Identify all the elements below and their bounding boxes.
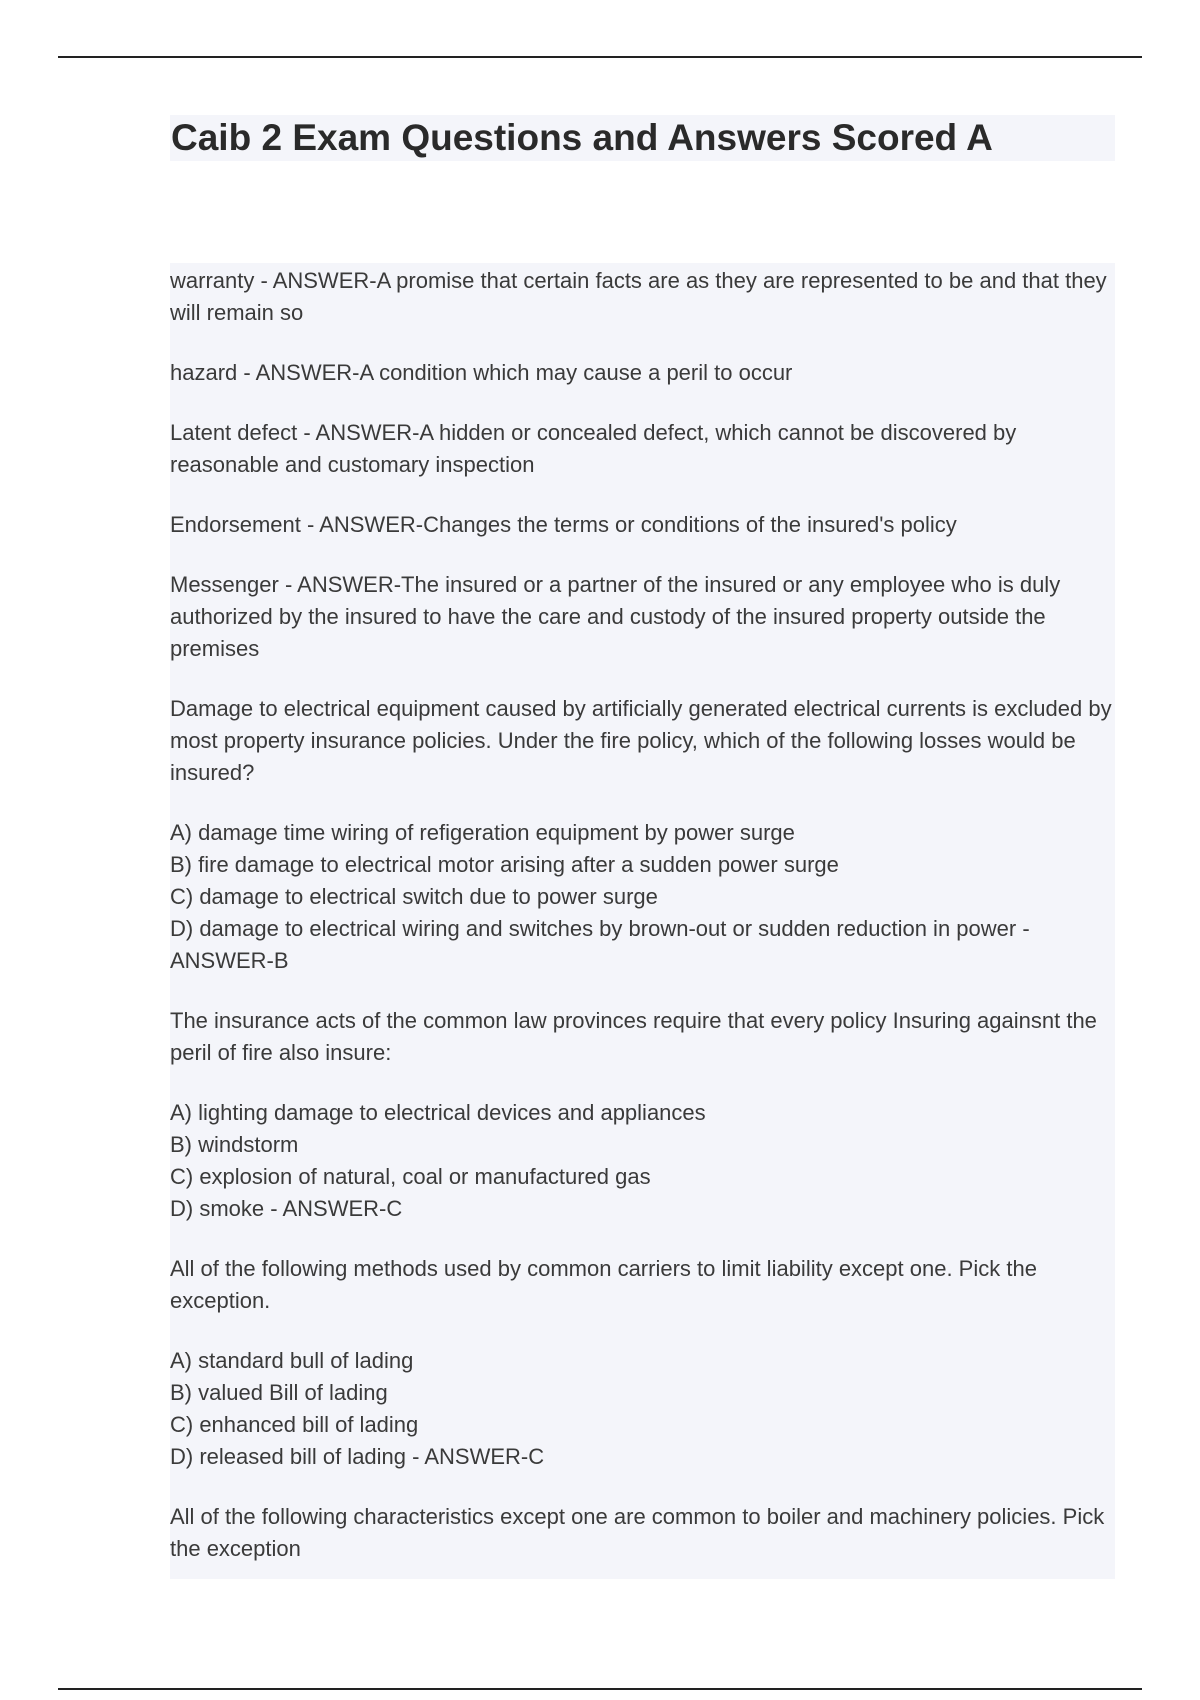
qa-paragraph-messenger: Messenger - ANSWER-The insured or a partner of the insured or any employee who is duly authorized by the insured to have the care and custody of the insured property outside the premises [170,572,1061,661]
question-electrical-damage: Damage to electrical equipment caused by artificially generated electrical currents is excluded by most property insurance policies. Under the fire policy, which of the following losses would be insured? [170,696,1112,785]
qa-paragraph-warranty: warranty - ANSWER-A promise that certain facts are as they are represented to be and that they will remain so [170,268,1107,325]
options-electrical-damage: A) damage time wiring of refigeration equipment by power surge B) fire damage to electrical motor arising after a sudden power surge C) damage to electrical switch due to power surge D) damage to electrical wiring and switches by brown-out or sudden reduction in power - ANSWER-B [170,820,1030,973]
qa-paragraph-latent-defect: Latent defect - ANSWER-A hidden or concealed defect, which cannot be discovered by reasonable and customary inspection [170,420,1017,477]
question-fire-policy: The insurance acts of the common law provinces require that every policy Insuring againsnt the peril of fire also insure: [170,1008,1097,1065]
qa-paragraph-endorsement: Endorsement - ANSWER-Changes the terms or conditions of the insured's policy [170,512,957,537]
page-title: Caib 2 Exam Questions and Answers Scored A [171,117,993,158]
footer-rule [58,1688,1142,1690]
question-boiler-machinery: All of the following characteristics except one are common to boiler and machinery policies. Pick the exception [170,1504,1105,1561]
qa-paragraph-hazard: hazard - ANSWER-A condition which may cause a peril to occur [170,360,793,385]
header-rule [58,56,1142,58]
options-common-carriers: A) standard bull of lading B) valued Bill of lading C) enhanced bill of lading D) released bill of lading - ANSWER-C [170,1348,545,1469]
title-block [170,115,1115,161]
question-common-carriers: All of the following methods used by common carriers to limit liability except one. Pick the exception. [170,1256,1037,1313]
options-fire-policy: A) lighting damage to electrical devices and appliances B) windstorm C) explosion of natural, coal or manufactured gas D) smoke - ANSWER-C [170,1100,706,1221]
document-body [170,263,1115,1579]
